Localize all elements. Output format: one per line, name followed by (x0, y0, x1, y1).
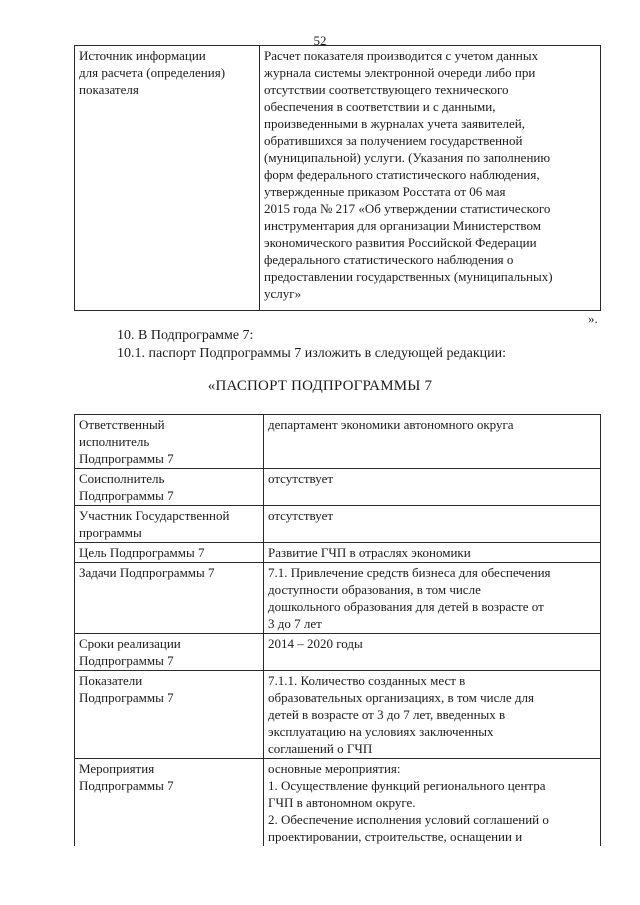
value-line: соглашений о ГЧП (268, 741, 373, 756)
row-value (264, 759, 601, 847)
passport-heading: «ПАСПОРТ ПОДПРОГРАММЫ 7 (207, 378, 433, 394)
label-line: исполнитель (79, 434, 150, 449)
value-line: Развитие ГЧП в отраслях экономики (268, 545, 471, 560)
value-line: инструментария для организации Министерством (264, 218, 541, 233)
value-line: утвержденные приказом Росстата от 06 мая (264, 184, 506, 199)
value-line: эксплуатацию на условиях заключенных (268, 724, 494, 739)
value-line: журнала системы электронной очереди либо при (264, 65, 536, 80)
value-line: ГЧП в автономном округе. (268, 795, 416, 810)
value-line: форм федерального статистического наблюдения, (264, 167, 540, 182)
value-line: дошкольного образования для детей в возрасте от (268, 599, 544, 614)
value-line: (муниципальной) услуги. (Указания по заполнению (264, 150, 551, 165)
label-line: для расчета (определения) (79, 65, 226, 80)
label-line: Подпрограммы 7 (79, 778, 174, 793)
table-row (75, 634, 601, 671)
label-line: показателя (79, 82, 139, 97)
label-line: Показатели (79, 673, 143, 688)
label-line: Сроки реализации (79, 636, 181, 651)
row-value (264, 506, 601, 543)
table-row (75, 543, 601, 563)
page-number: 52 (313, 33, 327, 48)
label-line: Участник Государственной (79, 508, 230, 523)
value-line: отсутствует (268, 508, 334, 523)
row-value (264, 671, 601, 759)
label-line: Подпрограммы 7 (79, 690, 174, 705)
row-value (264, 563, 601, 634)
value-line: 2015 года № 217 «Об утверждении статистического (264, 201, 551, 216)
value-line: произведенными в журналах учета заявителей, (264, 116, 525, 131)
value-line: экономического развития Российской Федерации (264, 235, 537, 250)
row-label (75, 634, 264, 671)
label-line: Соисполнитель (79, 471, 165, 486)
source-info-label (75, 46, 260, 311)
value-line: обратившихся за получением государственной (264, 133, 523, 148)
passport-table (74, 414, 601, 846)
value-line: доступности образования, в том числе (268, 582, 481, 597)
value-line: предоставлении государственных (муниципальных) (264, 269, 553, 284)
value-line: образовательных организациях, в том числе для (268, 690, 534, 705)
row-label (75, 563, 264, 634)
table-row (75, 759, 601, 847)
label-line: Подпрограммы 7 (79, 451, 174, 466)
row-label (75, 543, 264, 563)
source-info-value (260, 46, 601, 311)
closing-quote: ». (588, 311, 598, 326)
value-line: 1. Осуществление функций регионального центра (268, 778, 546, 793)
row-label (75, 469, 264, 506)
paragraph-subprogram-7: 10. В Подпрограмме 7: (117, 328, 254, 343)
label-line: Мероприятия (79, 761, 155, 776)
value-line: 7.1. Привлечение средств бизнеса для обеспечения (268, 565, 551, 580)
table-row (75, 563, 601, 634)
paragraph-passport-edit: 10.1. паспорт Подпрограммы 7 изложить в следующей редакции: (117, 346, 507, 361)
row-value (264, 469, 601, 506)
value-line: 2014 – 2020 годы (268, 636, 363, 651)
row-label (75, 415, 264, 469)
label-line: Подпрограммы 7 (79, 653, 174, 668)
table-row (75, 46, 601, 311)
value-line: отсутствии соответствующего технического (264, 82, 509, 97)
value-line: проектировании, строительстве, оснащении и (268, 829, 523, 844)
row-value (264, 543, 601, 563)
row-value (264, 634, 601, 671)
table-row (75, 506, 601, 543)
row-label (75, 671, 264, 759)
value-line: федерального статистического наблюдения о (264, 252, 514, 267)
label-line: программы (79, 525, 142, 540)
label-line: Подпрограммы 7 (79, 488, 174, 503)
table-row (75, 469, 601, 506)
value-line: 7.1.1. Количество созданных мест в (268, 673, 466, 688)
value-line: 3 до 7 лет (268, 616, 322, 631)
label-line: Ответственный (79, 417, 165, 432)
row-label (75, 506, 264, 543)
value-line: основные мероприятия: (268, 761, 401, 776)
label-line: Задачи Подпрограммы 7 (79, 565, 215, 580)
value-line: отсутствует (268, 471, 334, 486)
value-line: Расчет показателя производится с учетом данных (264, 48, 539, 63)
source-info-table (74, 45, 601, 311)
value-line: 2. Обеспечение исполнения условий соглашений о (268, 812, 549, 827)
table-row (75, 671, 601, 759)
value-line: департамент экономики автономного округа (268, 417, 514, 432)
value-line: детей в возрасте от 3 до 7 лет, введенных в (268, 707, 506, 722)
label-line: Цель Подпрограммы 7 (79, 545, 205, 560)
label-line: Источник информации (79, 48, 206, 63)
row-value (264, 415, 601, 469)
table-row (75, 415, 601, 469)
row-label (75, 759, 264, 847)
value-line: услуг» (264, 286, 302, 301)
value-line: обеспечения в соответствии и с данными, (264, 99, 496, 114)
